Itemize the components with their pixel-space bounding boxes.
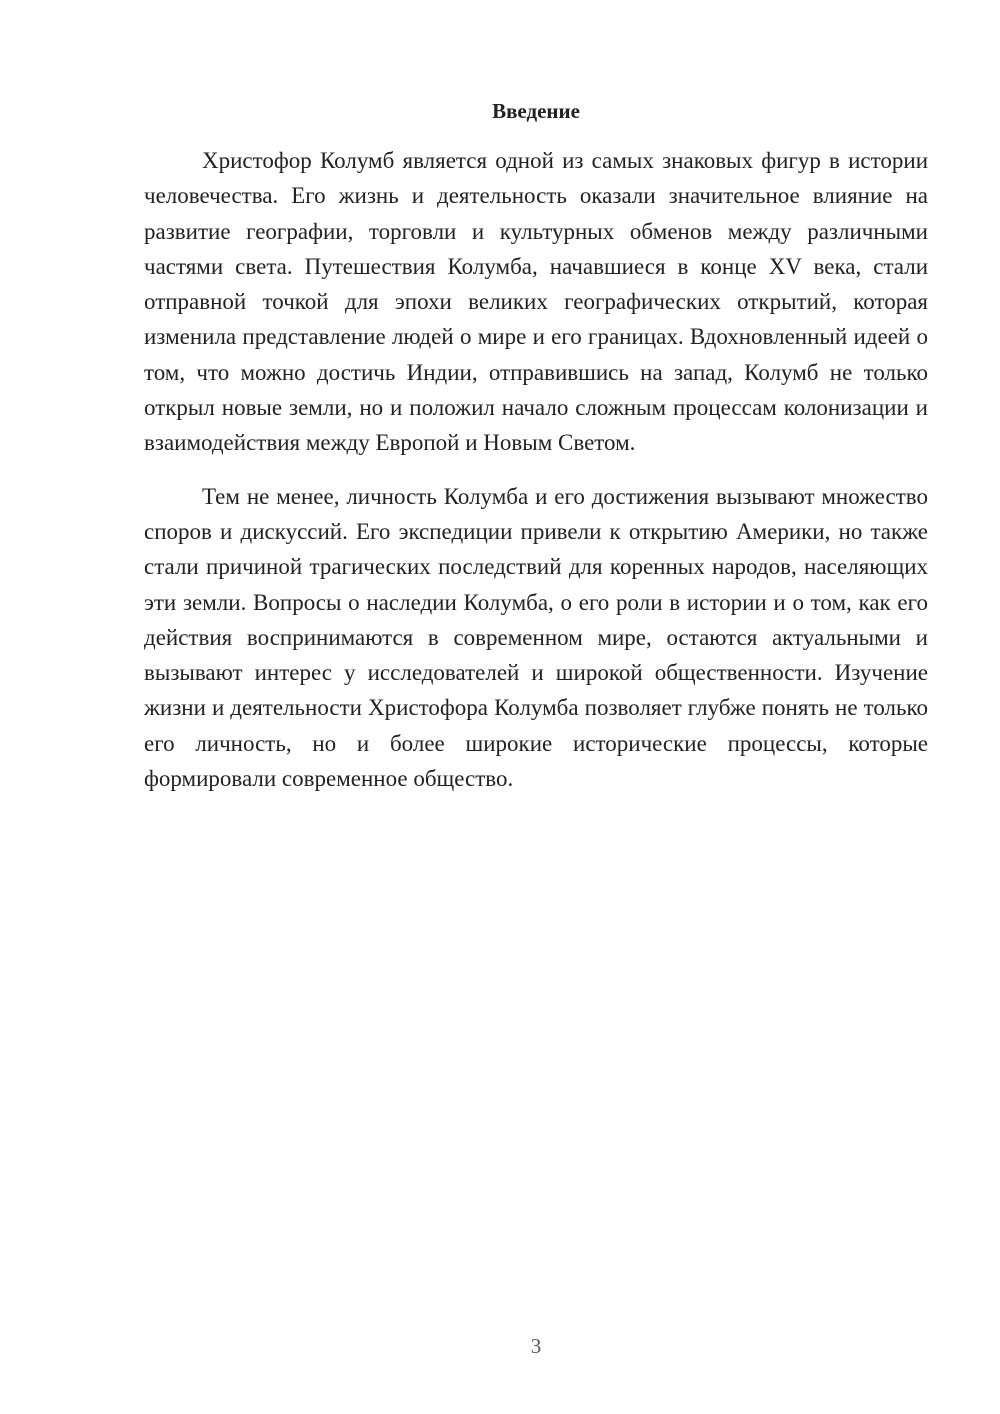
section-body: [144, 143, 928, 796]
paragraph-1: Христофор Колумб является одной из самых знаковых фигур в истории человечества. Его жизнь и деятельность оказали значительное влияние на развитие географии, торговли и культурных обменов между различными частями света. Путешествия Колумба, начавшиеся в конце XV века, стали отправной точкой для эпохи великих географических открытий, которая изменила представление людей о мире и его границах. Вдохновленный идеей о том, что можно достичь Индии, отправившись на запад, Колумб не только открыл новые земли, но и положил начало сложным процессам колонизации и взаимодействия между Европой и Новым Светом.: [144, 148, 928, 456]
section-title: Введение: [492, 99, 580, 123]
page-number: 3: [530, 1334, 542, 1358]
paragraph-2: Тем не менее, личность Колумба и его достижения вызывают множество споров и дискуссий. Его экспедиции привели к открытию Америки, но также стали причиной трагических последствий для коренных народов, населяющих эти земли. Вопросы о наследии Колумба, о его роли в истории и о том, как его действия воспринимаются в современном мире, остаются актуальными и вызывают интерес у исследователей и широкой общественности. Изучение жизни и деятельности Христофора Колумба позволяет глубже понять не только его личность, но и более широкие исторические процессы, которые формировали современное общество.: [144, 483, 928, 792]
